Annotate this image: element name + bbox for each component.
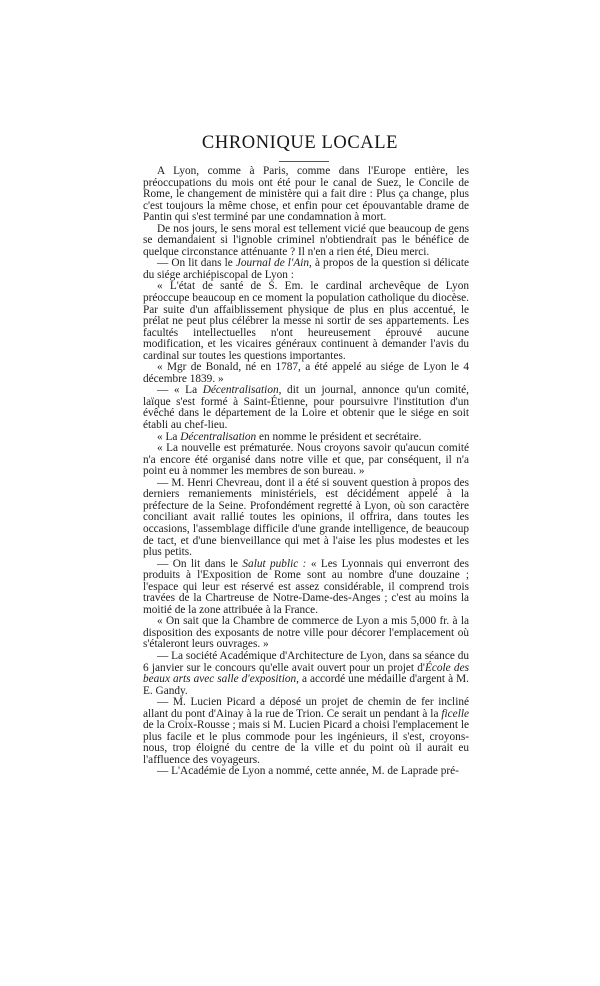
- title-divider: [279, 161, 329, 162]
- paragraph-text: « La nouvelle est prématurée. Nous croyons savoir qu'aucun comité n'a encore été organisé dans notre ville et que, par conséquent, il n'a point eu à nommer les membres de son bureau. »: [143, 442, 469, 478]
- paragraph-text: — « La: [157, 384, 203, 397]
- article-paragraph: [143, 651, 469, 697]
- article-body: [143, 166, 469, 778]
- article-paragraph: [143, 281, 469, 362]
- paragraph-text: , a accordé une médaille d'argent à M. E. Gandy.: [143, 673, 469, 697]
- article-paragraph: [143, 258, 469, 281]
- article-paragraph: [143, 766, 469, 778]
- italic-text: ficelle: [441, 707, 469, 720]
- paragraph-text: « Les Lyonnais qui enverront des produits à l'Exposition de Rome sont au nombre d'une douzaine ; l'espace qui leur est réservé est assez considérable, il comprend trois travées de la Chartreuse de Notre-Dame-des-Anges ; c'est au moins la moitié de la zone attribuée à la France.: [143, 557, 469, 616]
- italic-text: Journal de l'Ain: [235, 257, 310, 270]
- italic-text: Décentralisation: [202, 384, 279, 397]
- article-paragraph: [143, 166, 469, 224]
- paragraph-text: — On lit dans le: [157, 557, 243, 570]
- italic-text: École des beaux arts avec salle d'exposition: [143, 661, 469, 686]
- article-paragraph: [143, 385, 469, 431]
- article-paragraph: [143, 559, 469, 617]
- paragraph-text: A Lyon, comme à Paris, comme dans l'Europe entière, les préoccupations du mois ont été pour le canal de Suez, le Concile de Rome, le changement de ministère qui a fait dire : Plus ça change, plus c'est toujours la même chose, et enfin pour cet épouvantable drame de Pantin qui s'est terminé par une condamnation à mort.: [143, 165, 469, 224]
- paragraph-text: en nomme le président et secrétaire.: [256, 430, 422, 443]
- paragraph-text: , dit un journal, annonce qu'un comité, laïque s'est formé à Saint-Étienne, pour poursuivre l'institution d'un évêché dans le département de la Loire et obtenir que le siége en soit établi au chef-lieu.: [143, 384, 469, 432]
- paragraph-text: — La société Académique d'Architecture de Lyon, dans sa séance du 6 janvier sur le concours qu'elle avait ouvert pour un projet d': [143, 649, 469, 674]
- italic-text: Décentralisation: [180, 430, 257, 443]
- article-paragraph: [143, 362, 469, 385]
- paragraph-text: « L'état de santé de S. Em. le cardinal archevêque de Lyon préoccupe beaucoup en ce moment la population catholique du diocèse. Par suite d'un affaiblissement physique de plus en plus accentué, le prélat ne peut plus célébrer la messe ni sortir de ses appartements. Les facultés intellectuelles n'ont heureusement éprouvé aucune modification, et les vicaires généraux continuent à demander l'avis du cardinal sur toutes les questions importantes.: [143, 280, 469, 362]
- article-paragraph: [143, 224, 469, 259]
- article-paragraph: [143, 616, 469, 651]
- paragraph-text: — L'Académie de Lyon a nommé, cette année, M. de Laprade pré-: [157, 765, 459, 778]
- article-paragraph: [143, 697, 469, 766]
- paragraph-text: « On sait que la Chambre de commerce de Lyon a mis 5,000 fr. à la disposition des exposants de notre ville pour décorer l'emplacement où s'étaleront leurs ouvrages. »: [143, 615, 469, 651]
- italic-text: Salut public :: [242, 557, 307, 570]
- paragraph-text: « La: [157, 430, 181, 443]
- paragraph-text: « Mgr de Bonald, né en 1787, a été appelé au siége de Lyon le 4 décembre 1839. »: [143, 361, 469, 385]
- article-paragraph: [143, 478, 469, 559]
- paragraph-text: — On lit dans le: [157, 257, 236, 270]
- paragraph-text: de la Croix-Rousse ; mais si M. Lucien Picard a choisi l'emplacement le plus facile et le plus commode pour les ingénieurs, il s'est, croyons-nous, trop éloigné du centre de la ville et du point où il aurait eu l'affluence des voyageurs.: [143, 719, 469, 766]
- paragraph-text: , à propos de la question si délicate du siége archiépiscopal de Lyon :: [143, 257, 469, 281]
- paragraph-text: — M. Lucien Picard a déposé un projet de chemin de fer incliné allant du pont d'Ainay à la rue de Trion. Ce serait un pendant à la: [143, 696, 469, 720]
- paragraph-text: — M. Henri Chevreau, dont il a été si souvent question à propos des derniers remaniements ministériels, est décidément appelé à la préfecture de la Seine. Profondément regretté à Lyon, où son caractère conciliant avait rallié toutes les opinions, il offrira, dans toutes les occasions, l'assemblage difficile d'une grande intelligence, de beaucoup de tact, et d'une bienveillance qui met à l'aise les plus modestes et les plus petits.: [143, 476, 469, 559]
- paragraph-text: De nos jours, le sens moral est tellement vicié que beaucoup de gens se demandaient si l'ignoble criminel n'obtiendrait pas le bénéfice de quelque circonstance atténuante ? Il n'en a rien été, Dieu merci.: [143, 222, 469, 258]
- page-title: CHRONIQUE LOCALE: [201, 133, 399, 153]
- article-paragraph: [143, 443, 469, 478]
